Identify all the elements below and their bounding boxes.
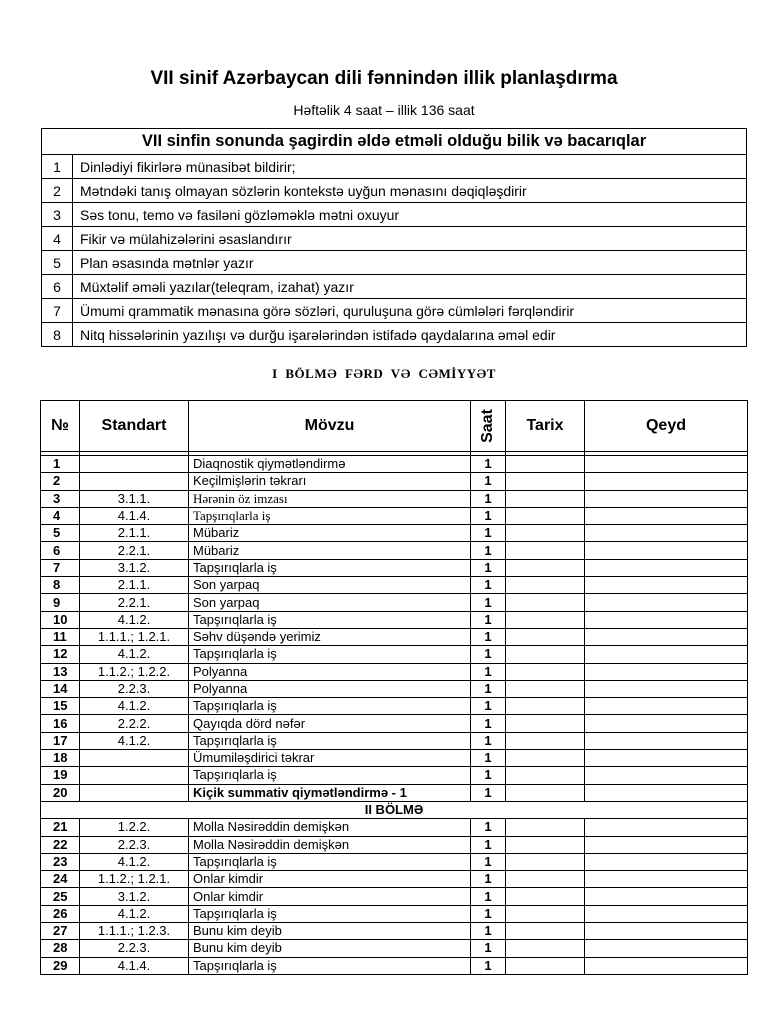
skill-number: 4: [42, 227, 73, 251]
section-heading: I BÖLMƏ FƏRD VƏ CƏMİYYƏT: [272, 366, 496, 381]
lesson-topic: Diaqnostik qiymətləndirmə: [189, 456, 471, 473]
lesson-note: [585, 888, 748, 905]
lesson-note: [585, 456, 748, 473]
skill-text: Dinlədiyi fikirlərə münasibət bildirir;: [73, 155, 747, 179]
lesson-note: [585, 819, 748, 836]
lesson-hours: 1: [471, 923, 506, 940]
lesson-number: 3: [41, 490, 80, 507]
lesson-standard: [80, 750, 189, 767]
lesson-note: [585, 905, 748, 922]
lesson-topic: Polyanna: [189, 663, 471, 680]
lesson-standard: [80, 456, 189, 473]
lesson-number: 24: [41, 871, 80, 888]
lesson-standard: 2.2.1.: [80, 594, 189, 611]
lesson-topic: Mübariz: [189, 542, 471, 559]
lesson-note: [585, 923, 748, 940]
lesson-standard: 4.1.2.: [80, 905, 189, 922]
lesson-row: [41, 819, 748, 836]
lesson-row: [41, 525, 748, 542]
lesson-hours: 1: [471, 577, 506, 594]
lesson-topic: Molla Nəsirəddin demişkən: [189, 819, 471, 836]
plan-body: [41, 456, 748, 975]
page-subtitle: Həftəlik 4 saat – illik 136 saat: [293, 102, 475, 118]
lesson-number: 14: [41, 680, 80, 697]
lesson-topic: Tapşırıqlarla iş: [189, 646, 471, 663]
lesson-standard: 1.1.1.; 1.2.3.: [80, 923, 189, 940]
lesson-date: [506, 490, 585, 507]
lesson-row: [41, 923, 748, 940]
lesson-number: 12: [41, 646, 80, 663]
lesson-date: [506, 750, 585, 767]
skill-text: Nitq hissələrinin yazılışı və durğu işarələrindən istifadə qaydalarına əməl edir: [73, 323, 747, 347]
lesson-standard: 3.1.1.: [80, 490, 189, 507]
lesson-date: [506, 611, 585, 628]
lesson-standard: 4.1.2.: [80, 732, 189, 749]
skill-row: [42, 251, 747, 275]
lesson-hours: 1: [471, 957, 506, 974]
lesson-date: [506, 577, 585, 594]
lesson-hours: 1: [471, 473, 506, 490]
lesson-number: 25: [41, 888, 80, 905]
lesson-hours: 1: [471, 853, 506, 870]
lesson-row: [41, 611, 748, 628]
lesson-topic: Tapşırıqlarla iş: [189, 853, 471, 870]
lesson-note: [585, 594, 748, 611]
lesson-hours: 1: [471, 819, 506, 836]
header-note: Qeyd: [585, 401, 748, 452]
lesson-hours: 1: [471, 871, 506, 888]
lesson-topic: Son yarpaq: [189, 594, 471, 611]
lesson-note: [585, 507, 748, 524]
lesson-date: [506, 853, 585, 870]
lesson-topic: Tapşırıqlarla iş: [189, 698, 471, 715]
lesson-number: 28: [41, 940, 80, 957]
lesson-standard: 3.1.2.: [80, 559, 189, 576]
lesson-standard: 4.1.4.: [80, 507, 189, 524]
lesson-hours: 1: [471, 905, 506, 922]
lesson-hours: 1: [471, 594, 506, 611]
lesson-number: 8: [41, 577, 80, 594]
lesson-number: 10: [41, 611, 80, 628]
lesson-standard: 1.1.1.; 1.2.1.: [80, 628, 189, 645]
header-hours-label: Saat: [478, 409, 496, 443]
skill-text: Müxtəlif əməli yazılar(teleqram, izahat) yazır: [73, 275, 747, 299]
lesson-topic: Tapşırıqlarla iş: [189, 732, 471, 749]
skill-row: [42, 275, 747, 299]
lesson-date: [506, 473, 585, 490]
lesson-row: [41, 628, 748, 645]
skills-body: [42, 155, 747, 347]
section-title: II BÖLMƏ: [41, 801, 748, 818]
lesson-topic: Tapşırıqlarla iş: [189, 507, 471, 524]
lesson-number: 11: [41, 628, 80, 645]
lesson-row: [41, 767, 748, 784]
skill-number: 3: [42, 203, 73, 227]
lesson-date: [506, 663, 585, 680]
lesson-standard: 4.1.2.: [80, 698, 189, 715]
lesson-topic: Bunu kim deyib: [189, 940, 471, 957]
header-date: Tarix: [506, 401, 585, 452]
lesson-topic: Səhv düşəndə yerimiz: [189, 628, 471, 645]
lesson-row: [41, 663, 748, 680]
lesson-standard: 2.1.1.: [80, 577, 189, 594]
lesson-note: [585, 680, 748, 697]
lesson-hours: 1: [471, 628, 506, 645]
lesson-hours: 1: [471, 750, 506, 767]
lesson-date: [506, 732, 585, 749]
header-standard: Standart: [80, 401, 189, 452]
lesson-hours: 1: [471, 490, 506, 507]
skill-row: [42, 155, 747, 179]
lesson-topic: Qayıqda dörd nəfər: [189, 715, 471, 732]
lesson-date: [506, 525, 585, 542]
lesson-note: [585, 836, 748, 853]
lesson-note: [585, 611, 748, 628]
lesson-number: 29: [41, 957, 80, 974]
lesson-hours: 1: [471, 732, 506, 749]
lesson-number: 9: [41, 594, 80, 611]
skill-row: [42, 227, 747, 251]
lesson-standard: 1.1.2.; 1.2.1.: [80, 871, 189, 888]
lesson-standard: [80, 473, 189, 490]
lesson-row: [41, 473, 748, 490]
lesson-note: [585, 490, 748, 507]
lesson-topic: Mübariz: [189, 525, 471, 542]
lesson-row: [41, 732, 748, 749]
skill-row: [42, 299, 747, 323]
lesson-note: [585, 542, 748, 559]
lesson-topic: Keçilmişlərin təkrarı: [189, 473, 471, 490]
lesson-date: [506, 957, 585, 974]
lesson-number: 1: [41, 456, 80, 473]
lesson-hours: 1: [471, 836, 506, 853]
skill-text: Fikir və mülahizələrini əsaslandırır: [73, 227, 747, 251]
skill-number: 8: [42, 323, 73, 347]
lesson-row: [41, 577, 748, 594]
skill-number: 6: [42, 275, 73, 299]
header-number: №: [41, 401, 80, 452]
lesson-number: 22: [41, 836, 80, 853]
plan-table: [40, 400, 748, 975]
lesson-date: [506, 646, 585, 663]
lesson-number: 2: [41, 473, 80, 490]
lesson-number: 15: [41, 698, 80, 715]
lesson-note: [585, 525, 748, 542]
lesson-note: [585, 853, 748, 870]
lesson-date: [506, 628, 585, 645]
lesson-row: [41, 559, 748, 576]
skill-row: [42, 323, 747, 347]
lesson-number: 23: [41, 853, 80, 870]
lesson-note: [585, 940, 748, 957]
lesson-topic: Bunu kim deyib: [189, 923, 471, 940]
lesson-number: 26: [41, 905, 80, 922]
lesson-row: [41, 871, 748, 888]
lesson-note: [585, 750, 748, 767]
skill-text: Səs tonu, temo və fasiləni gözləməklə mətni oxuyur: [73, 203, 747, 227]
lesson-row: [41, 784, 748, 801]
lesson-row: [41, 715, 748, 732]
lesson-row: [41, 957, 748, 974]
lesson-date: [506, 923, 585, 940]
lesson-hours: 1: [471, 542, 506, 559]
lesson-date: [506, 767, 585, 784]
skill-number: 5: [42, 251, 73, 275]
lesson-date: [506, 680, 585, 697]
lesson-note: [585, 784, 748, 801]
lesson-topic: Molla Nəsirəddin demişkən: [189, 836, 471, 853]
lesson-hours: 1: [471, 940, 506, 957]
lesson-row: [41, 853, 748, 870]
lesson-date: [506, 784, 585, 801]
lesson-standard: 1.1.2.; 1.2.2.: [80, 663, 189, 680]
lesson-row: [41, 905, 748, 922]
skill-number: 7: [42, 299, 73, 323]
lesson-date: [506, 456, 585, 473]
lesson-date: [506, 905, 585, 922]
page-title: VII sinif Azərbaycan dili fənnindən illik planlaşdırma: [150, 68, 618, 89]
lesson-standard: 4.1.2.: [80, 853, 189, 870]
skill-number: 1: [42, 155, 73, 179]
skill-number: 2: [42, 179, 73, 203]
lesson-row: [41, 836, 748, 853]
lesson-number: 7: [41, 559, 80, 576]
lesson-hours: 1: [471, 663, 506, 680]
lesson-standard: [80, 784, 189, 801]
lesson-row: [41, 490, 748, 507]
lesson-hours: 1: [471, 646, 506, 663]
skills-heading: VII sinfin sonunda şagirdin əldə etməli olduğu bilik və bacarıqlar: [42, 129, 747, 155]
lesson-number: 5: [41, 525, 80, 542]
lesson-standard: 1.2.2.: [80, 819, 189, 836]
lesson-number: 20: [41, 784, 80, 801]
lesson-row: [41, 542, 748, 559]
lesson-standard: 4.1.2.: [80, 646, 189, 663]
lesson-topic: Tapşırıqlarla iş: [189, 767, 471, 784]
lesson-note: [585, 957, 748, 974]
lesson-number: 27: [41, 923, 80, 940]
section-row: [41, 801, 748, 818]
lesson-topic: Tapşırıqlarla iş: [189, 559, 471, 576]
lesson-row: [41, 594, 748, 611]
lesson-topic: Ümumiləşdirici təkrar: [189, 750, 471, 767]
lesson-standard: 3.1.2.: [80, 888, 189, 905]
lesson-date: [506, 819, 585, 836]
lesson-hours: 1: [471, 767, 506, 784]
lesson-standard: 2.2.3.: [80, 680, 189, 697]
lesson-date: [506, 715, 585, 732]
skills-table: [41, 128, 747, 347]
lesson-row: [41, 750, 748, 767]
lesson-date: [506, 871, 585, 888]
lesson-row: [41, 507, 748, 524]
lesson-topic: Tapşırıqlarla iş: [189, 905, 471, 922]
lesson-row: [41, 646, 748, 663]
lesson-number: 21: [41, 819, 80, 836]
lesson-number: 13: [41, 663, 80, 680]
skill-row: [42, 203, 747, 227]
lesson-note: [585, 715, 748, 732]
lesson-hours: 1: [471, 888, 506, 905]
lesson-date: [506, 507, 585, 524]
lesson-row: [41, 680, 748, 697]
header-topic: Mövzu: [189, 401, 471, 452]
lesson-topic: Onlar kimdir: [189, 871, 471, 888]
lesson-standard: 2.1.1.: [80, 525, 189, 542]
lesson-note: [585, 628, 748, 645]
lesson-standard: 2.2.3.: [80, 940, 189, 957]
lesson-date: [506, 542, 585, 559]
lesson-note: [585, 559, 748, 576]
lesson-hours: 1: [471, 784, 506, 801]
lesson-hours: 1: [471, 698, 506, 715]
lesson-date: [506, 698, 585, 715]
lesson-note: [585, 577, 748, 594]
lesson-date: [506, 559, 585, 576]
skill-text: Plan əsasında mətnlər yazır: [73, 251, 747, 275]
lesson-note: [585, 663, 748, 680]
header-hours: [471, 401, 506, 452]
lesson-row: [41, 888, 748, 905]
skill-row: [42, 179, 747, 203]
skill-text: Mətndəki tanış olmayan sözlərin kontekstə uyğun mənasını dəqiqləşdirir: [73, 179, 747, 203]
lesson-standard: 2.2.3.: [80, 836, 189, 853]
lesson-standard: 2.2.2.: [80, 715, 189, 732]
lesson-date: [506, 594, 585, 611]
lesson-hours: 1: [471, 611, 506, 628]
lesson-note: [585, 473, 748, 490]
lesson-row: [41, 940, 748, 957]
lesson-note: [585, 732, 748, 749]
lesson-number: 19: [41, 767, 80, 784]
lesson-hours: 1: [471, 680, 506, 697]
lesson-note: [585, 871, 748, 888]
lesson-note: [585, 646, 748, 663]
lesson-number: 17: [41, 732, 80, 749]
lesson-hours: 1: [471, 525, 506, 542]
lesson-number: 6: [41, 542, 80, 559]
lesson-number: 18: [41, 750, 80, 767]
lesson-standard: 4.1.2.: [80, 611, 189, 628]
lesson-topic: Tapşırıqlarla iş: [189, 611, 471, 628]
lesson-number: 16: [41, 715, 80, 732]
lesson-note: [585, 767, 748, 784]
lesson-topic: Kiçik summativ qiymətləndirmə - 1: [189, 784, 471, 801]
lesson-row: [41, 698, 748, 715]
lesson-standard: 4.1.4.: [80, 957, 189, 974]
lesson-hours: 1: [471, 715, 506, 732]
lesson-hours: 1: [471, 507, 506, 524]
lesson-note: [585, 698, 748, 715]
lesson-topic: Tapşırıqlarla iş: [189, 957, 471, 974]
lesson-number: 4: [41, 507, 80, 524]
lesson-row: [41, 456, 748, 473]
lesson-standard: 2.2.1.: [80, 542, 189, 559]
lesson-date: [506, 888, 585, 905]
skill-text: Ümumi qrammatik mənasına görə sözləri, quruluşuna görə cümlələri fərqləndirir: [73, 299, 747, 323]
lesson-date: [506, 836, 585, 853]
lesson-date: [506, 940, 585, 957]
lesson-topic: Son yarpaq: [189, 577, 471, 594]
lesson-topic: Polyanna: [189, 680, 471, 697]
lesson-topic: Onlar kimdir: [189, 888, 471, 905]
lesson-standard: [80, 767, 189, 784]
lesson-hours: 1: [471, 456, 506, 473]
lesson-topic: Hərənin öz imzası: [189, 490, 471, 507]
lesson-hours: 1: [471, 559, 506, 576]
